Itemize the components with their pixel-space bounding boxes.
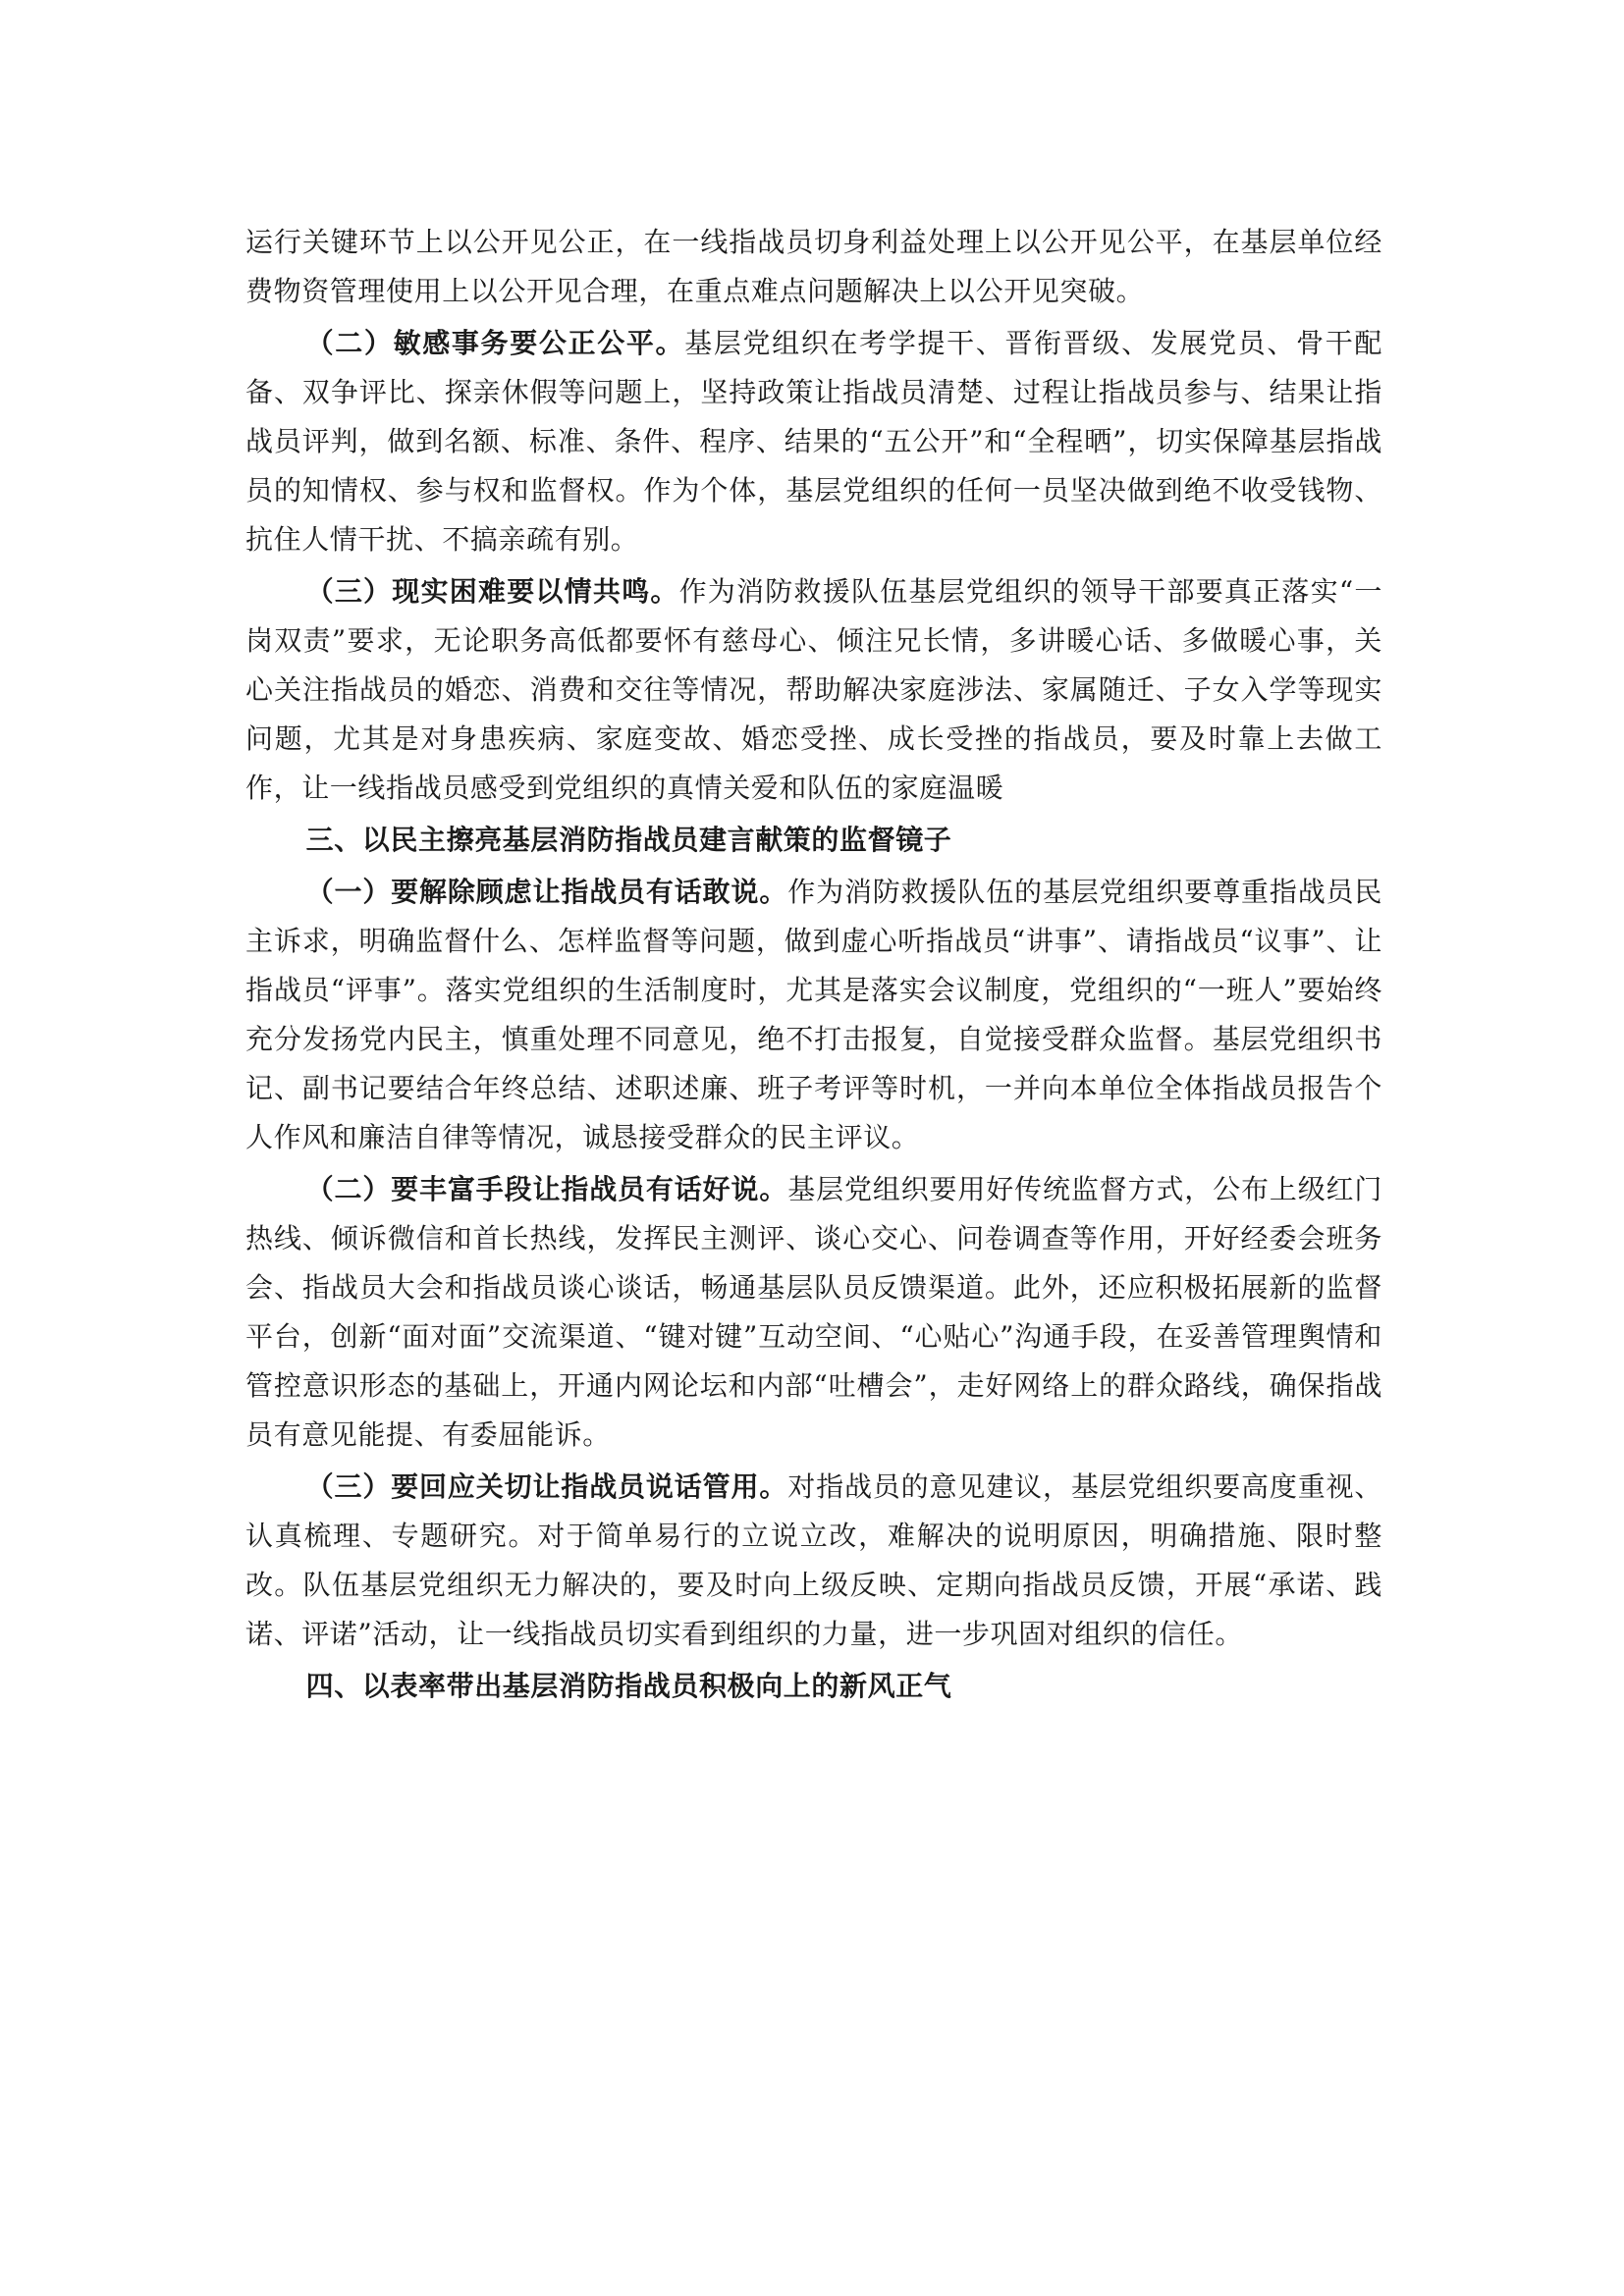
section-heading-3: 三、以民主擦亮基层消防指战员建言献策的监督镜子 xyxy=(305,824,952,856)
section-heading-4: 四、以表率带出基层消防指战员积极向上的新风正气 xyxy=(305,1670,952,1702)
subsection-title: （二）敏感事务要公正公平。 xyxy=(305,327,685,359)
subsection-title: （三）要回应关切让指战员说话管用。 xyxy=(305,1470,788,1503)
paragraph-enrich-means xyxy=(245,1165,1382,1460)
paragraph-body: 基层党组织在考学提干、晋衔晋级、发展党员、骨干配备、双争评比、探亲休假等问题上，坚持政策让指战员清楚、过程让指战员参与、结果让指战员评判，做到名额、标准、条件、程序、结果的“五公开”和“全程晒”，切实保障基层指战员的知情权、参与权和监督权。作为个体，基层党组织的任何一员坚决做到绝不收受钱物、抗住人情干扰、不搞亲疏有别。 xyxy=(245,327,1382,556)
paragraph-body: 作为消防救援队伍基层党组织的领导干部要真正落实“一岗双责”要求，无论职务高低都要怀有慈母心、倾注兄长情，多讲暖心话、多做暖心事，关心关注指战员的婚恋、消费和交往等情况，帮助解决家庭涉法、家属随迁、子女入学等现实问题，尤其是对身患疾病、家庭变故、婚恋受挫、成长受挫的指战员，要及时靠上去做工作，让一线指战员感受到党组织的真情关爱和队伍的家庭温暖 xyxy=(245,575,1382,804)
paragraph-remove-concerns xyxy=(245,868,1382,1162)
paragraph-body: 对指战员的意见建议，基层党组织要高度重视、认真梳理、专题研究。对于简单易行的立说立改，难解决的说明原因，明确措施、限时整改。队伍基层党组织无力解决的，要及时向上级反映、定期向指战员反馈，开展“承诺、践诺、评诺”活动，让一线指战员切实看到组织的力量，进一步巩固对组织的信任。 xyxy=(245,1470,1383,1650)
paragraph-body: 作为消防救援队伍的基层党组织要尊重指战员民主诉求，明确监督什么、怎样监督等问题，做到虚心听指战员“讲事”、请指战员“议事”、让指战员“评事”。落实党组织的生活制度时，尤其是落实会议制度，党组织的“一班人”要始终充分发扬党内民主，慎重处理不同意见，绝不打击报复，自觉接受群众监督。基层党组织书记、副书记要结合年终总结、述职述廉、班子考评等时机，一并向本单位全体指战员报告个人作风和廉洁自律等情况，诚恳接受群众的民主评议。 xyxy=(245,876,1383,1153)
subsection-title: （一）要解除顾虑让指战员有话敢说。 xyxy=(305,876,788,908)
subsection-title: （三）现实困难要以情共鸣。 xyxy=(305,575,679,608)
document-page xyxy=(245,218,1382,1711)
paragraph-real-difficulties xyxy=(245,567,1382,813)
paragraph-respond-concerns xyxy=(245,1463,1382,1659)
paragraph-sensitive-affairs xyxy=(245,319,1382,564)
subsection-title: （二）要丰富手段让指战员有话好说。 xyxy=(305,1173,788,1205)
paragraph-body: 基层党组织要用好传统监督方式，公布上级红门热线、倾诉微信和首长热线，发挥民主测评、谈心交心、问卷调查等作用，开好经委会班务会、指战员大会和指战员谈心谈话，畅通基层队员反馈渠道。此外，还应积极拓展新的监督平台，创新“面对面”交流渠道、“键对键”互动空间、“心贴心”沟通手段，在妥善管理舆情和管控意识形态的基础上，开通内网论坛和内部“吐槽会”，走好网络上的群众路线，确保指战员有意见能提、有委屈能诉。 xyxy=(245,1173,1383,1451)
paragraph-continuation: 运行关键环节上以公开见公正，在一线指战员切身利益处理上以公开见公平，在基层单位经费物资管理使用上以公开见合理，在重点难点问题解决上以公开见突破。 xyxy=(245,226,1382,307)
